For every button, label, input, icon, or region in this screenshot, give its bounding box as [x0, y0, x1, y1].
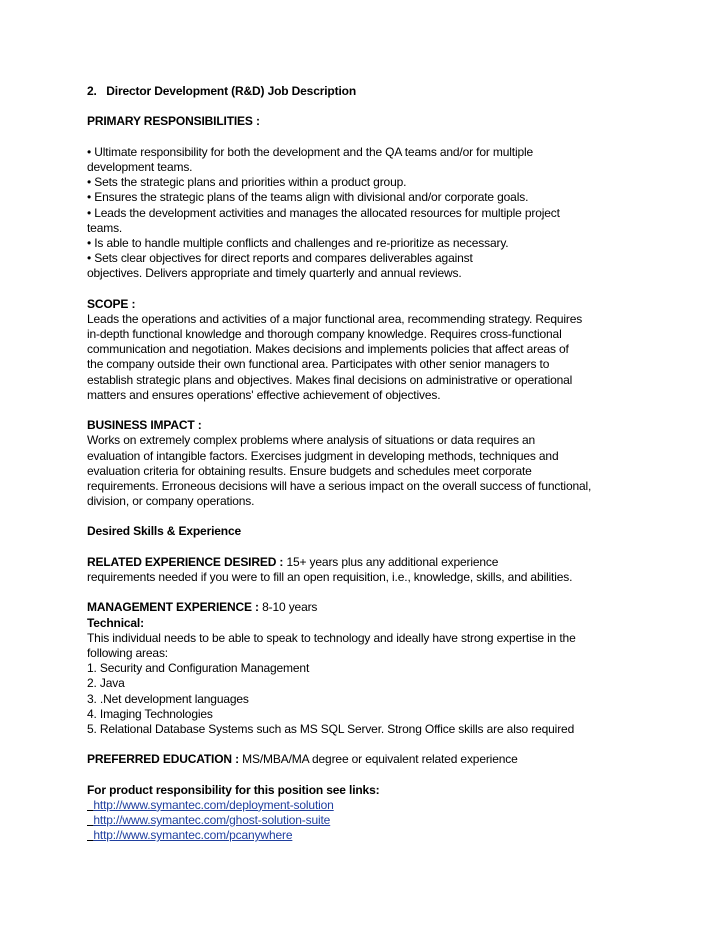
link-row: [87, 798, 687, 813]
scope-line: matters and ensures operations' effective achievement of objectives.: [87, 387, 441, 402]
scope-line: establish strategic plans and objectives. Makes final decisions on administrative or operational: [87, 372, 573, 387]
ghost-solution-suite-link[interactable]: http://www.symantec.com/ghost-solution-suite: [93, 813, 331, 827]
related-experience-line: [87, 555, 687, 570]
scope-line: in-depth functional knowledge and thorough company knowledge. Requires cross-functional: [87, 327, 562, 341]
technical-line: 5. Relational Database Systems such as MS SQL Server. Strong Office skills are also required: [87, 721, 575, 736]
technical-line: 3. .Net development languages: [87, 691, 249, 706]
primary-line: • Leads the development activities and manages the allocated resources for multiple project: [87, 205, 560, 220]
primary-line: • Ensures the strategic plans of the teams align with divisional and/or corporate goals.: [87, 190, 529, 205]
spacer: [87, 767, 687, 782]
scope-line: the company outside their own functional area. Participates with other senior managers to: [87, 357, 550, 372]
technical-line: following areas:: [87, 645, 168, 660]
impact-line: requirements. Erroneous decisions will have a serious impact on the overall success of functional,: [87, 478, 592, 493]
preferred-education-line: [87, 752, 687, 767]
technical-heading: Technical:: [87, 615, 144, 630]
preferred-education-value: MS/MBA/MA degree or equivalent related experience: [238, 752, 518, 767]
technical-line: 1. Security and Configuration Management: [87, 661, 310, 676]
deployment-solution-link[interactable]: http://www.symantec.com/deployment-solution: [93, 797, 334, 812]
business-impact-heading: BUSINESS IMPACT :: [87, 418, 202, 433]
spacer: [87, 737, 687, 752]
primary-line: objectives. Delivers appropriate and timely quarterly and annual reviews.: [87, 266, 462, 281]
management-experience-label: MANAGEMENT EXPERIENCE :: [87, 600, 259, 615]
primary-line: • Ultimate responsibility for both the development and the QA teams and/or for multiple: [87, 144, 534, 159]
document-page: [87, 84, 687, 843]
impact-line: evaluation of intangible factors. Exercises judgment in developing methods, techniques and: [87, 448, 559, 463]
spacer: [87, 99, 687, 114]
primary-line: teams.: [87, 220, 123, 235]
preferred-education-label: PREFERRED EDUCATION :: [87, 752, 239, 767]
spacer: [87, 281, 687, 296]
technical-line: 4. Imaging Technologies: [87, 706, 213, 721]
technical-line: 2. Java: [87, 676, 125, 691]
spacer: [87, 540, 687, 555]
impact-line: Works on extremely complex problems where analysis of situations or data requires an: [87, 433, 536, 448]
impact-line: division, or company operations.: [87, 494, 255, 509]
spacer: [87, 509, 687, 524]
links-heading: For product responsibility for this position see links:: [87, 782, 380, 797]
skills-heading: Desired Skills & Experience: [87, 524, 242, 539]
spacer: [87, 130, 687, 145]
scope-line: Leads the operations and activities of a major functional area, recommending strategy. Requires: [87, 311, 583, 326]
pcanywhere-link[interactable]: http://www.symantec.com/pcanywhere: [93, 828, 293, 843]
related-experience-value: 15+ years plus any additional experience: [283, 554, 499, 569]
primary-responsibilities-heading: PRIMARY RESPONSIBILITIES :: [87, 114, 260, 129]
primary-line: development teams.: [87, 159, 193, 174]
link-row: [87, 828, 687, 843]
management-experience-line: [87, 600, 687, 615]
impact-line: evaluation criteria for obtaining results. Ensure budgets and schedules meet corporate: [87, 463, 532, 478]
document-title: 2. Director Development (R&D) Job Description: [87, 84, 356, 98]
primary-line: • Sets clear objectives for direct reports and compares deliverables against: [87, 251, 473, 266]
primary-line: • Sets the strategic plans and priorities within a product group.: [87, 175, 407, 190]
link-row: [87, 813, 687, 828]
scope-heading: SCOPE :: [87, 296, 136, 311]
technical-line: This individual needs to be able to speak to technology and ideally have strong expertise in the: [87, 630, 576, 645]
related-experience-line2: requirements needed if you were to fill an open requisition, i.e., knowledge, skills, and abilities.: [87, 570, 573, 584]
spacer: [87, 585, 687, 600]
scope-line: communication and negotiation. Makes decisions and implements policies that affect areas of: [87, 342, 569, 357]
primary-line: • Is able to handle multiple conflicts and challenges and re-prioritize as necessary.: [87, 235, 509, 250]
related-experience-label: RELATED EXPERIENCE DESIRED :: [87, 554, 284, 569]
spacer: [87, 403, 687, 418]
management-experience-value: 8-10 years: [258, 600, 318, 615]
